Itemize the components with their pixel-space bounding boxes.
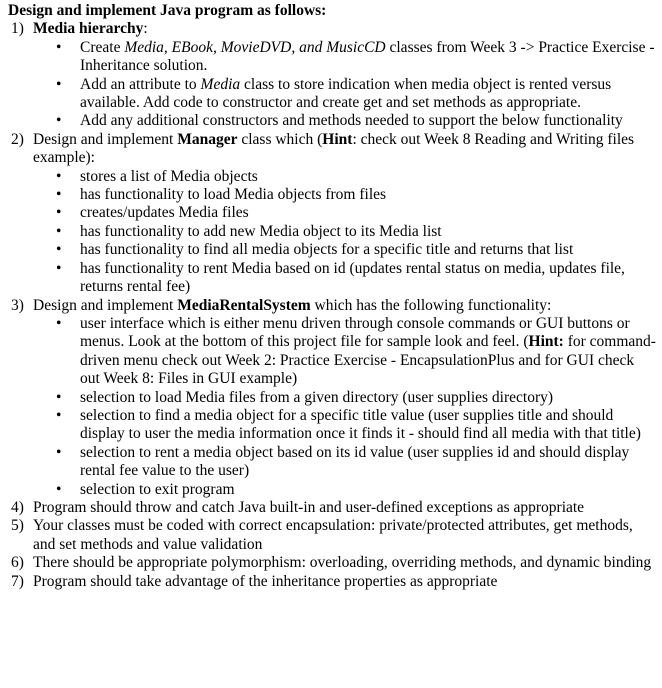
item-number: 5) — [11, 517, 24, 535]
bullet-icon: • — [56, 75, 62, 93]
list-item — [8, 223, 656, 241]
italic-text: Media — [200, 75, 241, 93]
bullet-icon: • — [56, 388, 62, 406]
text: Create — [80, 38, 125, 56]
heading-text: which has the following functionality: — [310, 296, 552, 314]
text: stores a list of Media objects — [80, 167, 258, 185]
list-item — [8, 168, 656, 186]
requirement-heading — [33, 131, 656, 168]
text: creates/updates Media files — [80, 204, 249, 222]
text: Add an attribute to — [80, 75, 201, 93]
item-number: 1) — [11, 20, 24, 38]
bullet-list — [8, 168, 656, 297]
heading-text: Design and implement — [33, 130, 178, 148]
text: Add any additional constructors and methods needed to support the below functionality — [80, 112, 623, 130]
requirement-7 — [8, 573, 656, 591]
list-item — [8, 204, 656, 222]
list-item — [8, 186, 656, 204]
text: selection to rent a media object based on its id value (user supplies id and should display rental fee value to the user) — [80, 443, 630, 480]
list-item — [8, 444, 656, 481]
requirement-text: Program should throw and catch Java built-in and user-defined exceptions as appropriate — [33, 498, 585, 516]
requirement-2 — [8, 131, 656, 168]
list-item — [8, 481, 656, 499]
text: selection to exit program — [80, 480, 235, 498]
text: has functionality to rent Media based on id (updates rental status on media, updates file, returns rental fee) — [80, 259, 625, 296]
heading-text: class which ( — [237, 130, 323, 148]
bullet-list — [8, 315, 656, 499]
text: user interface which is either menu driven through console commands or GUI buttons or menus. Look at the bottom of this project file for sample look and feel. ( — [80, 314, 630, 351]
requirement-6 — [8, 554, 656, 572]
bullet-icon: • — [56, 167, 62, 185]
text: selection to load Media files from a given directory (user supplies directory) — [80, 388, 554, 406]
bullet-icon: • — [56, 186, 62, 204]
requirement-text: There should be appropriate polymorphism: overloading, overriding methods, and dynamic binding — [33, 554, 652, 572]
requirement-4 — [8, 499, 656, 517]
hint-bold: Hint — [322, 130, 353, 148]
requirement-text: Program should take advantage of the inheritance properties as appropriate — [33, 572, 498, 590]
item-number: 6) — [11, 554, 24, 572]
requirement-5 — [8, 517, 656, 554]
requirement-1 — [8, 20, 656, 38]
bullet-icon: • — [56, 38, 62, 56]
requirement-heading — [33, 297, 656, 315]
item-number: 2) — [11, 130, 24, 148]
text: has functionality to add new Media object to its Media list — [80, 222, 442, 240]
list-item — [8, 112, 656, 130]
bullet-icon: • — [56, 241, 62, 259]
heading-bold: Media hierarchy — [33, 20, 144, 38]
requirement-heading — [33, 20, 656, 38]
text: has functionality to find all media objects for a specific title and returns that list — [80, 241, 574, 259]
bullet-icon: • — [56, 259, 62, 277]
item-number: 7) — [11, 572, 24, 590]
italic-text: Media, EBook, MovieDVD, and MusicCD — [124, 38, 386, 56]
list-item — [8, 241, 656, 259]
list-item — [8, 76, 656, 113]
item-number: 3) — [11, 296, 24, 314]
list-item — [8, 260, 656, 297]
list-item — [8, 389, 656, 407]
list-item — [8, 407, 656, 444]
requirement-text: Your classes must be coded with correct encapsulation: private/protected attributes, get methods, and set methods and value validation — [33, 517, 633, 553]
text: classes from Week 3 -> Practice Exercise - Inheritance solution. — [80, 38, 655, 75]
heading-text: Design and implement — [33, 296, 178, 314]
bullet-icon: • — [56, 112, 62, 130]
heading-bold: Manager — [177, 130, 238, 148]
hint-bold: Hint: — [528, 333, 564, 351]
bullet-icon: • — [56, 443, 62, 461]
document-title: Design and implement Java program as follows: — [8, 2, 327, 19]
list-item — [8, 315, 656, 389]
bullet-icon: • — [56, 222, 62, 240]
bullet-icon: • — [56, 204, 62, 222]
text: has functionality to load Media objects from files — [80, 186, 387, 204]
text: class to store indication when media object is rented versus available. Add code to constructor and create get and set methods as appropriate. — [80, 75, 612, 112]
requirement-3 — [8, 297, 656, 315]
bullet-icon: • — [56, 314, 62, 332]
heading-bold: MediaRentalSystem — [177, 296, 311, 314]
heading-text: : — [143, 20, 148, 38]
heading-text: : check out Week 8 Reading and Writing files example): — [33, 130, 635, 167]
item-number: 4) — [11, 498, 24, 516]
bullet-icon: • — [56, 480, 62, 498]
bullet-icon: • — [56, 406, 62, 424]
bullet-list — [8, 39, 656, 131]
list-item — [8, 39, 656, 76]
text: for command-driven menu check out Week 2: Practice Exercise - EncapsulationPlus and for GUI check out Week 8: Files in GUI example) — [80, 333, 656, 388]
text: selection to find a media object for a specific title value (user supplies title and should display to user the media information once it finds it - should find all media with that title) — [80, 406, 641, 443]
